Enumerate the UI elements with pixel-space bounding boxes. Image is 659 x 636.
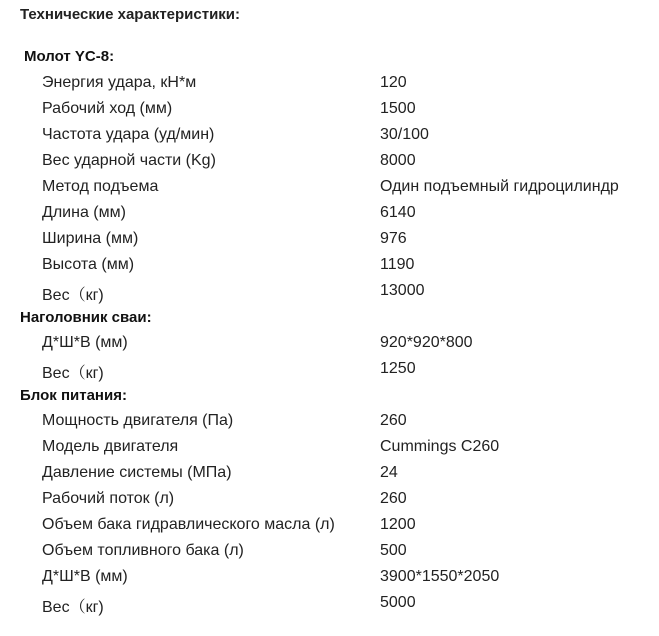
spec-row — [0, 438, 659, 464]
spec-value: Cummings C260 — [380, 438, 500, 455]
section-title-pile-cap: Наголовник сваи: — [20, 309, 152, 326]
spec-value: 30/100 — [380, 126, 429, 143]
spec-label: Энергия удара, кН*м — [42, 74, 197, 91]
spec-row — [0, 230, 659, 256]
spec-label: Вес（кг) — [42, 599, 104, 616]
spec-label: Д*Ш*В (мм) — [42, 568, 128, 585]
spec-row — [0, 412, 659, 438]
spec-row — [0, 178, 659, 204]
spec-label: Объем топливного бака (л) — [42, 542, 244, 559]
spec-value: 1500 — [380, 100, 416, 117]
spec-label: Вес（кг) — [42, 365, 104, 382]
spec-label: Объем бака гидравлического масла (л) — [42, 516, 335, 533]
spec-row — [0, 568, 659, 594]
spec-row — [0, 256, 659, 282]
spec-label: Частота удара (уд/мин) — [42, 126, 215, 143]
spec-label: Мощность двигателя (Па) — [42, 412, 234, 429]
spec-value: 24 — [380, 464, 398, 481]
spec-value: Один подъемный гидроцилиндр — [380, 178, 619, 195]
spec-label: Высота (мм) — [42, 256, 135, 273]
spec-value: 8000 — [380, 152, 416, 169]
spec-value: 5000 — [380, 594, 416, 611]
spec-value: 1200 — [380, 516, 416, 533]
spec-value: 260 — [380, 490, 407, 507]
spec-row — [0, 152, 659, 178]
spec-row — [0, 204, 659, 230]
spec-value: 920*920*800 — [380, 334, 473, 351]
spec-label: Модель двигателя — [42, 438, 179, 455]
spec-label: Вес ударной части (Kg) — [42, 152, 216, 169]
spec-row — [0, 100, 659, 126]
spec-value: 976 — [380, 230, 407, 247]
spec-value: 3900*1550*2050 — [380, 568, 500, 585]
spec-row — [0, 594, 659, 620]
section-title-power-unit: Блок питания: — [20, 387, 127, 404]
spec-row — [0, 360, 659, 386]
spec-label: Рабочий ход (мм) — [42, 100, 173, 117]
section-title-hammer: Молот YC-8: — [24, 48, 115, 65]
spec-row — [0, 126, 659, 152]
spec-value: 1250 — [380, 360, 416, 377]
spec-value: 13000 — [380, 282, 425, 299]
spec-row — [0, 516, 659, 542]
spec-row — [0, 282, 659, 308]
spec-label: Д*Ш*В (мм) — [42, 334, 128, 351]
spec-label: Вес（кг) — [42, 287, 104, 304]
spec-row — [0, 542, 659, 568]
spec-row — [0, 74, 659, 100]
spec-row — [0, 334, 659, 360]
spec-label: Давление системы (МПа) — [42, 464, 232, 481]
spec-value: 260 — [380, 412, 407, 429]
spec-label: Рабочий поток (л) — [42, 490, 175, 507]
page-title: Технические характеристики: — [20, 6, 241, 23]
spec-value: 1190 — [380, 256, 415, 273]
spec-row — [0, 464, 659, 490]
spec-row — [0, 490, 659, 516]
spec-label: Метод подъема — [42, 178, 159, 195]
spec-label: Ширина (мм) — [42, 230, 139, 247]
spec-value: 6140 — [380, 204, 416, 221]
spec-label: Длина (мм) — [42, 204, 126, 221]
spec-value: 500 — [380, 542, 407, 559]
spec-value: 120 — [380, 74, 407, 91]
